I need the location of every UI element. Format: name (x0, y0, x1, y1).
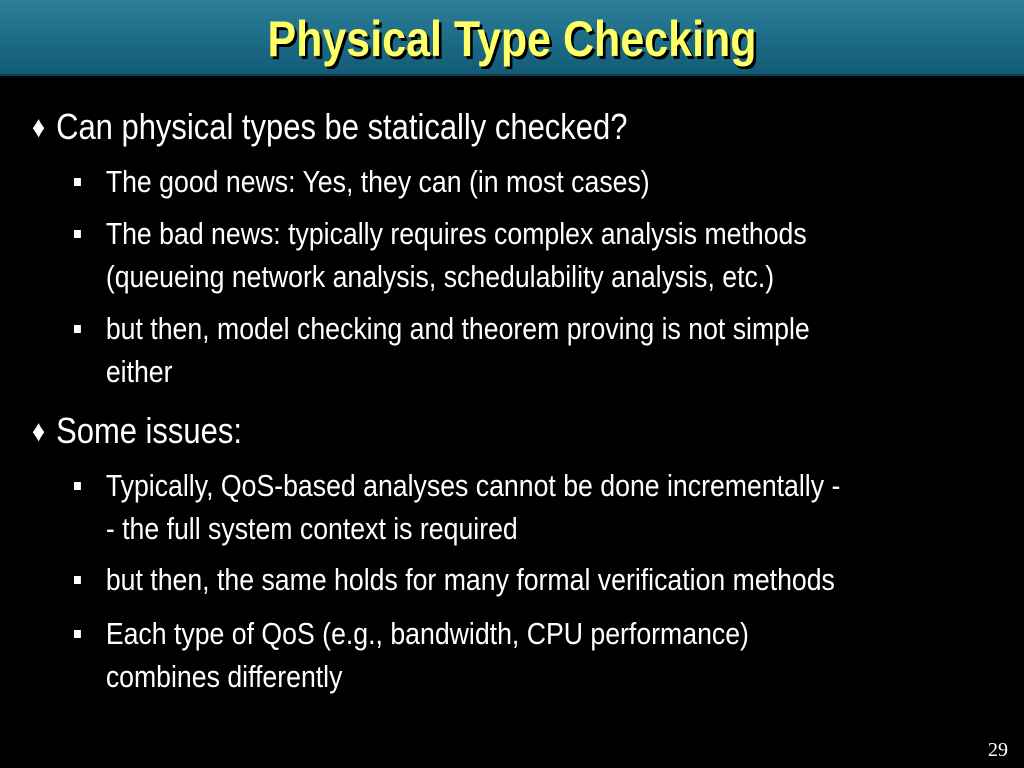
sub-bullet-text: Each type of QoS (e.g., bandwidth, CPU performance) combines differently (105, 616, 749, 694)
bullet-level1 (32, 410, 242, 453)
bullet-level2 (74, 558, 835, 601)
diamond-bullet-icon: ♦ (32, 415, 46, 448)
sub-bullet-text: The good news: Yes, they can (in most cases) (105, 164, 650, 199)
square-bullet-icon (74, 325, 81, 333)
sub-bullet-text: but then, the same holds for many formal verification methods (105, 562, 835, 597)
sub-bullet-text: but then, model checking and theorem proving is not simple either (105, 311, 810, 389)
square-bullet-icon (74, 178, 81, 186)
bullet-level2 (74, 212, 807, 298)
square-bullet-icon (74, 230, 81, 238)
bullet-level1 (32, 106, 627, 149)
square-bullet-icon (74, 482, 81, 490)
bullet-text: Can physical types be statically checked? (56, 106, 628, 147)
slide-title: Physical Type Checking (267, 11, 757, 67)
bullet-text: Some issues: (56, 410, 242, 451)
bullet-level2 (74, 464, 840, 550)
square-bullet-icon (74, 630, 81, 638)
bullet-level2 (74, 612, 749, 698)
bullet-level2 (74, 160, 650, 203)
sub-bullet-text: Typically, QoS-based analyses cannot be done incrementally - - the full system context is required (105, 468, 841, 546)
bullet-level2 (74, 307, 810, 393)
sub-bullet-text: The bad news: typically requires complex analysis methods (queueing network analysis, schedulability analysis, etc.) (105, 216, 807, 294)
diamond-bullet-icon: ♦ (32, 111, 46, 144)
page-number: 29 (988, 739, 1008, 761)
square-bullet-icon (74, 576, 81, 584)
